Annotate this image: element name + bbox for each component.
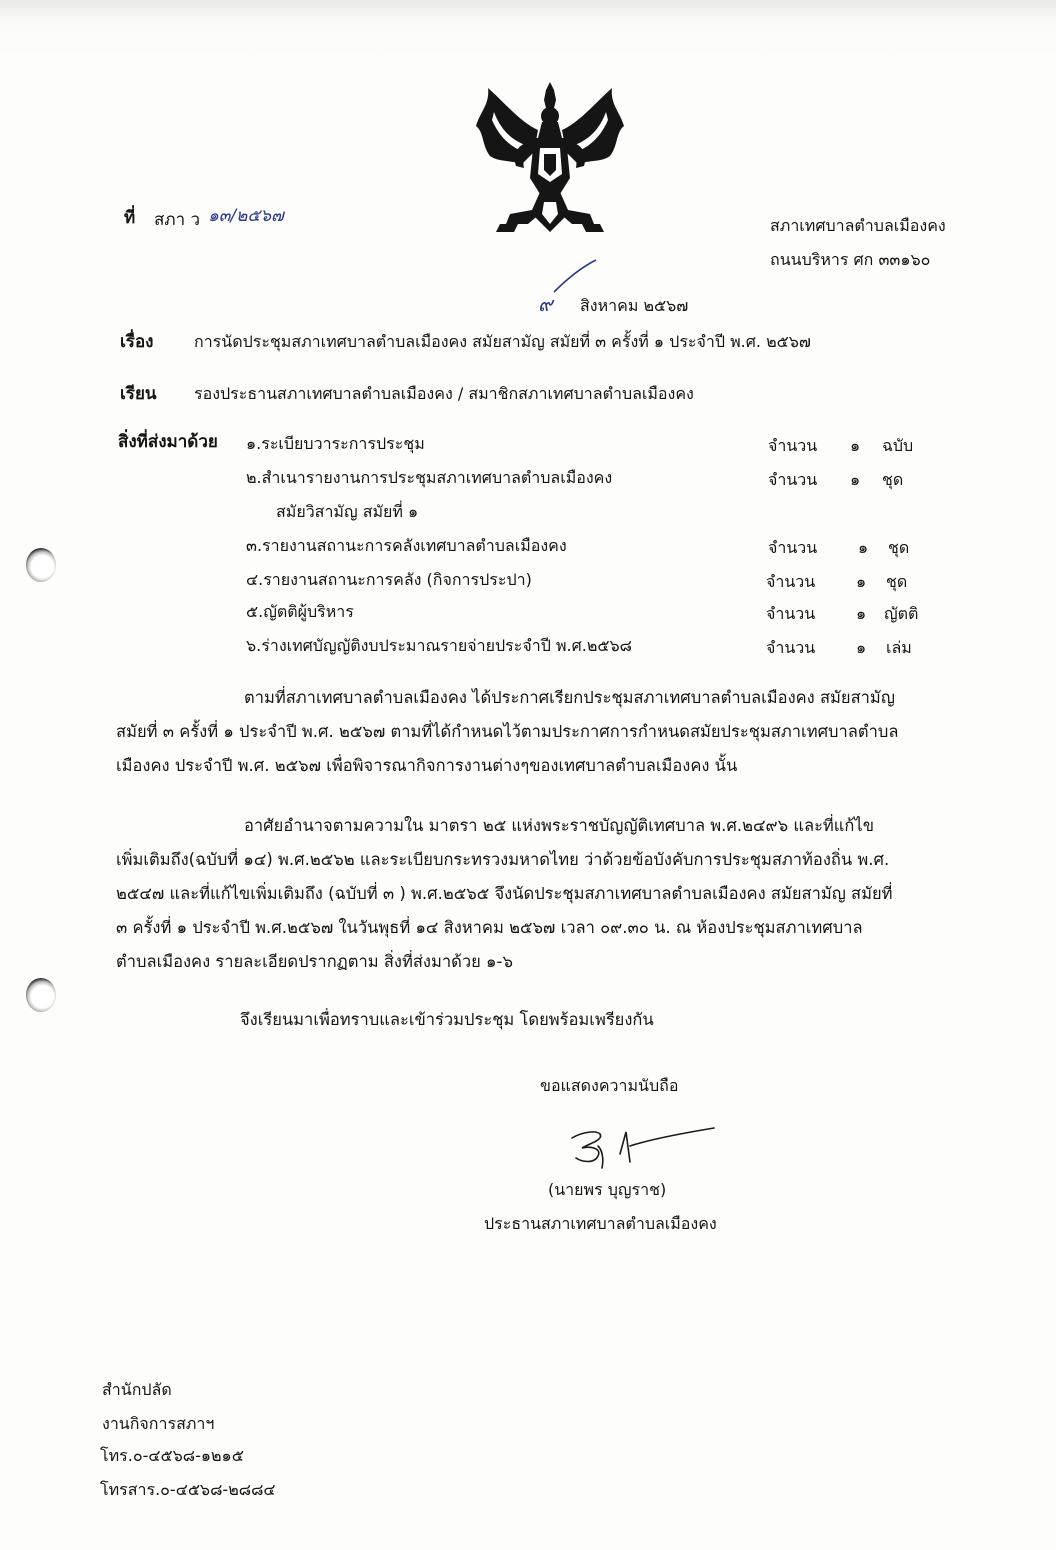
- handwritten-signature: [568, 1124, 718, 1174]
- reference-number: ๑๓/๒๕๖๗: [208, 206, 284, 226]
- paragraph-line: เพิ่มเติมถึง(ฉบับที่ ๑๔) พ.ศ.๒๕๖๒ และระเบียบกระทรวงมหาดไทย ว่าด้วยข้อบังคับการประชุมสภาท้องถิ่น พ.ศ.: [116, 850, 890, 869]
- enclosure-text: ๕.ญัตติผู้บริหาร: [246, 602, 354, 621]
- reference-org: สภา ว: [154, 210, 201, 230]
- enclosure-text-continued: สมัยวิสามัญ สมัยที่ ๑: [276, 502, 419, 521]
- enclosures-label: สิ่งที่ส่งมาด้วย: [118, 432, 218, 452]
- paragraph-line: เมืองคง ประจำปี พ.ศ. ๒๕๖๗ เพื่อพิจารณากิจการงานต่างๆของเทศบาลตำบลเมืองคง นั้น: [116, 756, 738, 775]
- signer-name: (นายพร บุญราช): [548, 1180, 667, 1199]
- punch-hole-bottom: [26, 978, 56, 1012]
- enclosure-unit: ชุด: [888, 538, 910, 557]
- paragraph-line: อาศัยอำนาจตามความใน มาตรา ๒๕ แห่งพระราชบัญญัติเทศบาล พ.ศ.๒๔๙๖ และที่แก้ไข: [244, 816, 875, 835]
- paragraph-line: ตำบลเมืองคง รายละเอียดปรากฏตาม สิ่งที่ส่งมาด้วย ๑-๖: [116, 952, 513, 971]
- enclosure-qty: ๑: [856, 572, 867, 591]
- org-name: สภาเทศบาลตำบลเมืองคง: [770, 216, 946, 235]
- enclosure-qty-label: จำนวน: [766, 638, 816, 657]
- paragraph-line: ตามที่สภาเทศบาลตำบลเมืองคง ได้ประกาศเรียกประชุมสภาเทศบาลตำบลเมืองคง สมัยสามัญ: [244, 688, 895, 707]
- garuda-emblem-icon: [470, 82, 630, 240]
- closing-regards: ขอแสดงความนับถือ: [540, 1076, 679, 1095]
- enclosure-qty: ๑: [850, 436, 861, 455]
- body-paragraph-3: จึงเรียนมาเพื่อทราบและเข้าร่วมประชุม โดยพร้อมเพรียงกัน: [240, 1010, 654, 1029]
- enclosure-qty: ๑: [856, 604, 867, 623]
- enclosure-text: ๑.ระเบียบวาระการประชุม: [246, 434, 425, 453]
- enclosure-text: ๔.รายงานสถานะการคลัง (กิจการประปา): [246, 570, 532, 589]
- subject-label: เรื่อง: [120, 332, 154, 352]
- signer-title: ประธานสภาเทศบาลตำบลเมืองคง: [484, 1214, 717, 1233]
- footer-fax: โทรสาร.๐-๔๕๖๘-๒๘๘๔: [100, 1480, 276, 1499]
- subject-text: การนัดประชุมสภาเทศบาลตำบลเมืองคง สมัยสามัญ สมัยที่ ๓ ครั้งที่ ๑ ประจำปี พ.ศ. ๒๕๖๗: [194, 332, 811, 351]
- enclosure-unit: ฉบับ: [882, 436, 914, 455]
- reference-label: ที่: [124, 208, 136, 228]
- org-address: ถนนบริหาร ศก ๓๓๑๖๐: [770, 250, 931, 269]
- footer-phone: โทร.๐-๔๕๖๘-๑๒๑๕: [100, 1446, 244, 1465]
- punch-hole-top: [26, 548, 56, 582]
- footer-section: งานกิจการสภาฯ: [102, 1414, 215, 1433]
- enclosure-unit: ญัตติ: [884, 604, 919, 623]
- date-month-year: สิงหาคม ๒๕๖๗: [580, 296, 689, 315]
- paragraph-line: สมัยที่ ๓ ครั้งที่ ๑ ประจำปี พ.ศ. ๒๕๖๗ ตามที่ได้กำหนดไว้ตามประกาศการกำหนดสมัยประชุมสภาเทศบาลตำบล: [116, 722, 899, 741]
- date-day: ๙: [538, 292, 553, 316]
- enclosure-unit: ชุด: [886, 572, 908, 591]
- recipient-text: รองประธานสภาเทศบาลตำบลเมืองคง / สมาชิกสภาเทศบาลตำบลเมืองคง: [194, 384, 694, 403]
- paragraph-line: ๓ ครั้งที่ ๑ ประจำปี พ.ศ.๒๕๖๗ ในวันพุธที่ ๑๔ สิงหาคม ๒๕๖๗ เวลา ๐๙.๓๐ น. ณ ห้องประชุมสภาเทศบาล: [116, 918, 863, 937]
- enclosure-text: ๒.สำเนารายงานการประชุมสภาเทศบาลตำบลเมืองคง: [246, 468, 613, 487]
- recipient-label: เรียน: [120, 384, 157, 404]
- paragraph-line: ๒๕๔๗ และที่แก้ไขเพิ่มเติมถึง (ฉบับที่ ๓ ) พ.ศ.๒๕๖๕ จึงนัดประชุมสภาเทศบาลตำบลเมืองคง สมัยสามัญ สมัยที่: [116, 884, 893, 903]
- enclosure-qty-label: จำนวน: [768, 436, 818, 455]
- enclosure-qty-label: จำนวน: [768, 470, 818, 489]
- enclosure-qty-label: จำนวน: [766, 604, 816, 623]
- footer-office: สำนักปลัด: [102, 1380, 172, 1399]
- enclosure-qty-label: จำนวน: [766, 572, 816, 591]
- enclosure-qty: ๑: [850, 470, 861, 489]
- enclosure-unit: เล่ม: [886, 638, 912, 657]
- enclosure-qty: ๑: [856, 638, 867, 657]
- enclosure-unit: ชุด: [882, 470, 904, 489]
- enclosure-qty-label: จำนวน: [768, 538, 818, 557]
- enclosure-text: ๖.ร่างเทศบัญญัติงบประมาณรายจ่ายประจำปี พ.ศ.๒๕๖๘: [246, 636, 632, 655]
- date-tick-mark-icon: [552, 258, 598, 296]
- enclosure-text: ๓.รายงานสถานะการคลังเทศบาลตำบลเมืองคง: [246, 536, 567, 555]
- enclosure-qty: ๑: [858, 538, 869, 557]
